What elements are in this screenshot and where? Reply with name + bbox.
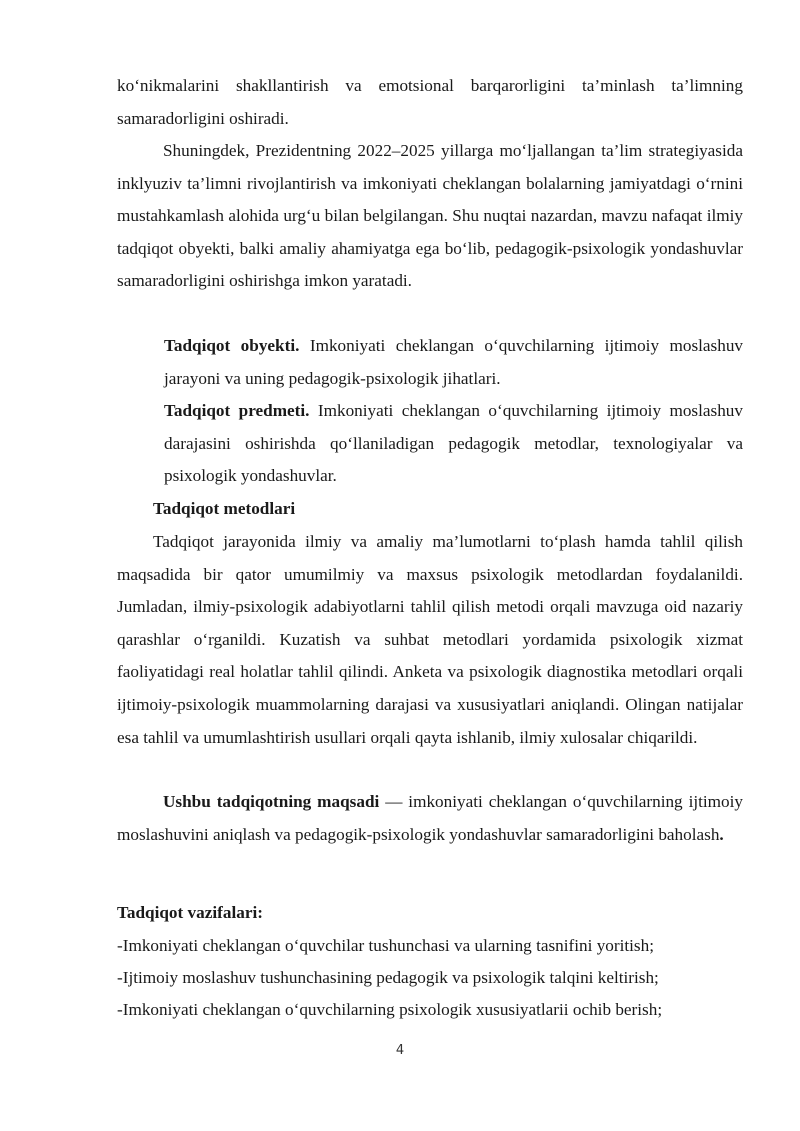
research-subject	[164, 395, 743, 493]
paragraph-intro-continuation: ko‘nikmalarini shakllantirish va emotsional barqarorligini ta’minlash ta’limning samaradorligini oshiradi.	[117, 76, 743, 128]
research-object-text: Imkoniyati cheklangan o‘quvchilarning ijtimoiy moslashuv jarayoni va uning pedagogik-psixologik jihatlari.	[164, 336, 744, 388]
research-subject-label: Tadqiqot predmeti.	[164, 401, 310, 420]
purpose-end: .	[719, 824, 724, 844]
purpose-label: Ushbu tadqiqotning maqsadi	[163, 792, 380, 811]
research-object	[164, 330, 743, 395]
paragraph-strategy: Shuningdek, Prezidentning 2022–2025 yillarga mo‘ljallangan ta’lim strategiyasida inklyuziv ta’limni rivojlantirish va imkoniyati cheklangan bolalarning jamiyatdagi o‘rnini mustahkamlash alohida urg‘u bilan belgilangan. Shu nuqtai nazardan, mavzu nafaqat ilmiy tadqiqot obyekti, balki amaliy ahamiyatga ega bo‘lib, pedagogik-psixologik yondashuvlar samaradorligini oshirishga imkon yaratadi.	[117, 141, 743, 291]
methods-heading: Tadqiqot metodlari	[153, 499, 296, 518]
task-item: -Ijtimoiy moslashuv tushunchasining pedagogik va psixologik talqini keltirish;	[117, 968, 659, 987]
task-item: -Imkoniyati cheklangan o‘quvchilarning psixologik xususiyatlarii ochib berish;	[117, 1000, 663, 1019]
purpose-text: — imkoniyati cheklangan o‘quvchilarning ijtimoiy moslashuvini aniqlash va pedagogik-psixologik yondashuvlar samaradorligini baholash	[117, 792, 744, 844]
task-item: -Imkoniyati cheklangan o‘quvchilar tushunchasi va ularning tasnifini yoritish;	[117, 936, 654, 955]
page-number: 4	[395, 1043, 405, 1058]
purpose-paragraph	[117, 786, 743, 851]
methods-paragraph: Tadqiqot jarayonida ilmiy va amaliy ma’lumotlarni to‘plash hamda tahlil qilish maqsadida bir qator umumilmiy va maxsus psixologik metodlardan foydalanildi. Jumladan, ilmiy-psixologik adabiyotlarni tahlil qilish metodi orqali mavzuga oid nazariy qarashlar o‘rganildi. Kuzatish va suhbat metodlari yordamida psixologik xizmat faoliyatidagi real holatlar tahlil qilindi. Anketa va psixologik diagnostika metodlari orqali ijtimoiy-psixologik muammolarning darajasi va xususiyatlari aniqlandi. Olingan natijalar esa tahlil va umumlashtirish usullari orqali qayta ishlanib, ilmiy xulosalar chiqarildi.	[117, 532, 743, 747]
tasks-heading: Tadqiqot vazifalari:	[117, 903, 263, 922]
research-subject-text: Imkoniyati cheklangan o‘quvchilarning ijtimoiy moslashuv darajasini oshirishda qo‘llaniladigan pedagogik metodlar, texnologiyalar va psixologik yondashuvlar.	[164, 401, 743, 486]
research-object-label: Tadqiqot obyekti.	[164, 336, 300, 355]
